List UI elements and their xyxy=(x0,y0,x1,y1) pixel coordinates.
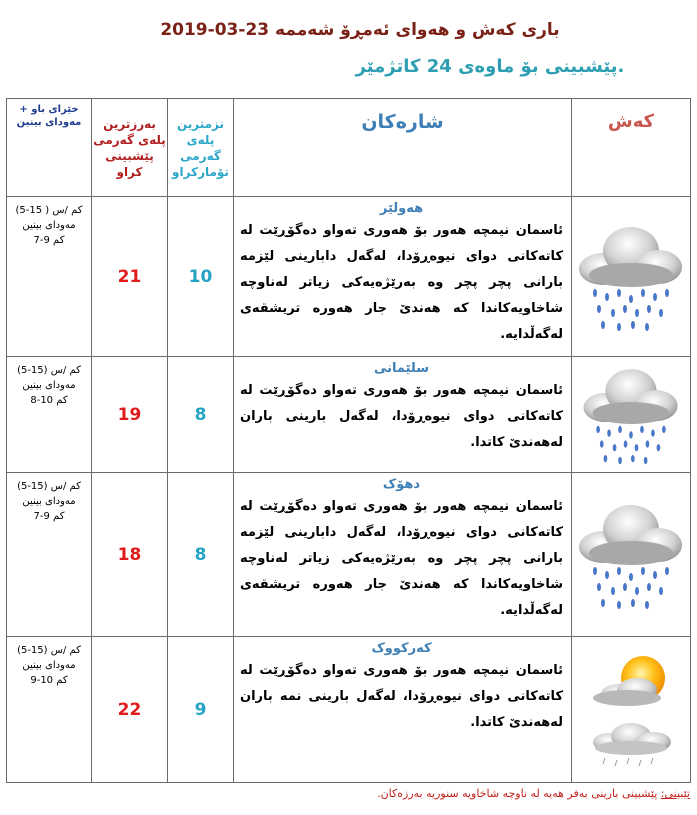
description-cell xyxy=(234,473,572,637)
weather-icon-cell xyxy=(572,473,691,637)
visibility-label: مەودای بینین xyxy=(22,380,76,391)
min-temp: 9 xyxy=(168,637,234,783)
col-header-max-temp: بەرزترین پلەی گەرمی پێشبینی کراو xyxy=(92,99,168,197)
rain-cloud-icon xyxy=(573,217,689,333)
max-temp: 19 xyxy=(92,357,168,473)
weather-icon-cell xyxy=(572,637,691,783)
wind-cell xyxy=(7,197,92,357)
max-temp: 21 xyxy=(92,197,168,357)
sun-cloud-drizzle-icon xyxy=(575,638,687,778)
city-name: هەولێر xyxy=(379,201,424,216)
min-temp: 8 xyxy=(168,357,234,473)
col-header-wind: خێرای باو + مەودای بینین xyxy=(7,99,92,197)
weather-description: ئاسمان نیمچە هەور بۆ هەوری تەواو دەگۆڕێت لە کاتەکانی دوای نیوەڕۆدا، لەگەل بارینی نمە باران لەهەندێ کاتدا. xyxy=(240,663,563,730)
table-row xyxy=(7,197,691,357)
col-header-city: شارەکان xyxy=(234,99,572,197)
page-subtitle: پێشبینی بۆ ماوەی 24 کاتژمێر. xyxy=(355,56,625,77)
weather-description: ئاسمان نیمچە هەور بۆ هەوری تەواو دەگۆڕێت لە کاتەکانی دوای نیوەڕۆدا، لەگەل دابارینی لێزمە بارانی پچر پچر وە بەرێژەیەکی زیاتر لەناوچە شاخاویەکاندا کە هەندێ جار هەورە تریشقەی لەگەڵدایە. xyxy=(240,499,563,618)
min-temp: 10 xyxy=(168,197,234,357)
visibility-value: 7-9 کم xyxy=(33,235,65,246)
col-header-weather: کەش xyxy=(572,99,691,197)
description-cell xyxy=(234,357,572,473)
wind-speed: (5-15 ) کم /س xyxy=(15,205,83,216)
wind-speed: (5-15) کم /س xyxy=(17,365,81,376)
rain-cloud-icon xyxy=(573,495,689,611)
weather-description: ئاسمان نیمچە هەور بۆ هەوری تەواو دەگۆڕێت لە کاتەکانی دوای نیوەڕۆدا، لەگەل دابارینی لێزمە بارانی پچر پچر وە بەرێژەیەکی زیاتر لەناوچە شاخاویەکاندا کە هەندێ جار هەورە تریشقەی لەگەڵدایە. xyxy=(240,223,563,342)
weather-icon-cell xyxy=(572,357,691,473)
wind-speed: (5-15) کم /س xyxy=(17,645,81,656)
wind-cell xyxy=(7,473,92,637)
city-name: دهۆک xyxy=(382,477,421,492)
visibility-value: 9-10 کم xyxy=(30,675,68,686)
footer-note-label: تێبینی: xyxy=(660,787,690,800)
wind-speed: (5-15) کم /س xyxy=(17,481,81,492)
max-temp: 18 xyxy=(92,473,168,637)
visibility-label: مەودای بینین xyxy=(22,660,76,671)
table-row xyxy=(7,473,691,637)
min-temp: 8 xyxy=(168,473,234,637)
visibility-value: 8-10 کم xyxy=(30,395,68,406)
page-title: باری کەش و هەوای ئەمڕۆ شەممە 23-03-2019 xyxy=(160,20,560,40)
visibility-value: 7-9 کم xyxy=(33,511,65,522)
description-cell xyxy=(234,637,572,783)
footer-note-text: پێشبینی بارینی بەفر هەیە لە ناوچە شاخاویە سنوریە بەرزەکان. xyxy=(377,787,661,800)
visibility-label: مەودای بینین xyxy=(22,220,76,231)
table-row xyxy=(7,357,691,473)
max-temp: 22 xyxy=(92,637,168,783)
wind-cell xyxy=(7,637,92,783)
visibility-label: مەودای بینین xyxy=(22,496,76,507)
table-row xyxy=(7,637,691,783)
description-cell xyxy=(234,197,572,357)
city-name: سلێمانی xyxy=(373,361,430,376)
city-name: کەرکووک xyxy=(371,641,432,656)
footer-note xyxy=(300,787,690,800)
col-header-min-temp: نزمترین پلەی گەرمی تۆمارکراو xyxy=(168,99,234,197)
forecast-table xyxy=(6,98,691,783)
wind-cell xyxy=(7,357,92,473)
table-header-row xyxy=(7,99,691,197)
weather-icon-cell xyxy=(572,197,691,357)
rain-cloud-icon xyxy=(576,360,686,466)
weather-description: ئاسمان نیمچە هەور بۆ هەوری تەواو دەگۆڕێت لە کاتەکانی دوای نیوەڕۆدا، لەگەل بارینی باران لەهەندێ کاتدا. xyxy=(240,383,563,450)
